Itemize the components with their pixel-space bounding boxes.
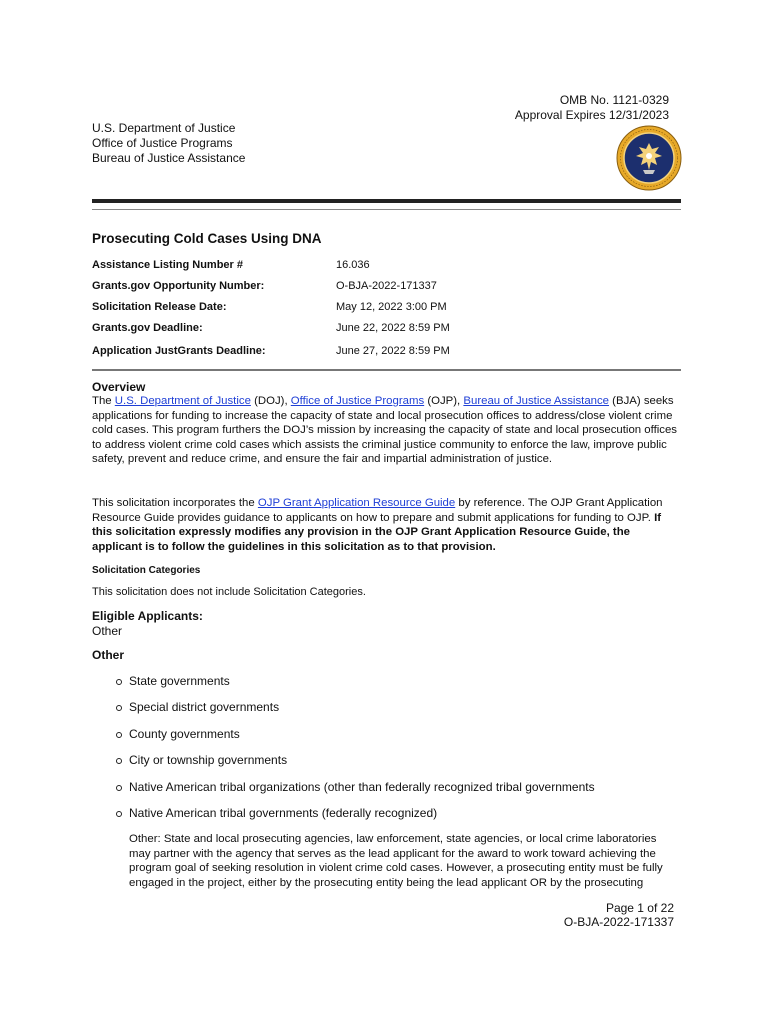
- approval-expires: Approval Expires 12/31/2023: [514, 108, 669, 122]
- release-date-value: May 12, 2022 3:00 PM: [336, 301, 447, 313]
- section-divider: [92, 369, 681, 371]
- bja-link[interactable]: Bureau of Justice Assistance: [463, 395, 610, 407]
- list-item: City or township governments: [110, 747, 595, 773]
- assistance-listing-value: 16.036: [336, 259, 370, 271]
- header-rule: [92, 199, 681, 203]
- header-rule-thin: [92, 209, 681, 210]
- solicitation-categories-text: This solicitation does not include Solicitation Categories.: [92, 586, 366, 598]
- assistance-listing-label: Assistance Listing Number #: [92, 259, 243, 271]
- doj-seal-icon: [616, 125, 682, 191]
- text-run: This solicitation incorporates the: [92, 497, 258, 509]
- overview-heading: Overview: [92, 380, 146, 394]
- agency-line-doj: U.S. Department of Justice: [92, 121, 236, 135]
- eligible-heading: Eligible Applicants:: [92, 609, 203, 623]
- agency-line-ojp: Office of Justice Programs: [92, 136, 233, 150]
- page-number: Page 1 of 22: [605, 901, 674, 915]
- grants-deadline-value: June 22, 2022 8:59 PM: [336, 322, 450, 334]
- agency-block: [92, 121, 245, 166]
- list-item: State governments: [110, 668, 595, 694]
- opportunity-number-value: O-BJA-2022-171337: [336, 280, 437, 292]
- doj-link[interactable]: U.S. Department of Justice: [114, 395, 251, 407]
- eligible-list: [110, 668, 595, 826]
- list-item: Native American tribal governments (federally recognized): [110, 800, 595, 826]
- ojp-link[interactable]: Office of Justice Programs: [290, 395, 425, 407]
- text-run: (OJP),: [424, 395, 464, 407]
- footer-opportunity-id: O-BJA-2022-171337: [563, 915, 674, 929]
- page-footer: [564, 901, 674, 929]
- omb-block: [515, 93, 669, 123]
- list-item: Native American tribal organizations (other than federally recognized tribal governments: [110, 774, 595, 800]
- table-row: [92, 345, 562, 361]
- text-run: by reference. The OJP Grant Application Resource Guide provides guidance to applicants on how to prepare and submit applications for funding to OJP.: [92, 497, 663, 524]
- eligible-applicants: [92, 609, 203, 639]
- grants-deadline-label: Grants.gov Deadline:: [92, 322, 203, 334]
- resource-guide-link[interactable]: OJP Grant Application Resource Guide: [257, 497, 456, 509]
- table-row: [92, 322, 562, 338]
- justgrants-deadline-value: June 27, 2022 8:59 PM: [336, 345, 450, 357]
- eligible-value: Other: [92, 624, 123, 638]
- page-title: Prosecuting Cold Cases Using DNA: [92, 231, 322, 246]
- agency-line-bja: Bureau of Justice Assistance: [92, 151, 246, 165]
- release-date-label: Solicitation Release Date:: [92, 301, 227, 313]
- text-run: The: [92, 395, 115, 407]
- justgrants-deadline-label: Application JustGrants Deadline:: [92, 345, 266, 357]
- table-row: [92, 280, 562, 296]
- guide-emphasis: If this solicitation expressly modifies any provision in the OJP Grant Application Resource Guide, the applicant is to follow the guidelines in this solicitation as to that provision.: [92, 511, 662, 553]
- text-run: (BJA) seeks applications for funding to increase the capacity of state and local prosecution offices to address/close violent crime cold cases. This program furthers the DOJ’s mission by increasing the capacity of state and local prosecution offices to address violent crime cold cases which assists the criminal justice community to enforce the law, improve public safety, prevent and reduce crime, and ensure the fair and impartial administration of justice.: [92, 395, 678, 466]
- solicitation-categories-heading: Solicitation Categories: [92, 565, 201, 576]
- omb-number: OMB No. 1121-0329: [559, 93, 669, 107]
- table-row: [92, 259, 562, 275]
- text-run: (DOJ),: [250, 395, 291, 407]
- guide-paragraph: [92, 496, 677, 554]
- opportunity-number-label: Grants.gov Opportunity Number:: [92, 280, 265, 292]
- list-item: County governments: [110, 721, 595, 747]
- list-item: Special district governments: [110, 694, 595, 720]
- table-row: [92, 301, 562, 317]
- overview-paragraph: [92, 394, 677, 467]
- other-paragraph: Other: State and local prosecuting agencies, law enforcement, state agencies, or local crime laboratories may partner with the agency that serves as the lead applicant for the award to work toward achieving the program goal of seeking resolution in violent crime cold cases. However, a prosecuting entity must be fully engaged in the project, either by the prosecuting entity being the lead applicant OR by the prosecuting: [129, 833, 663, 889]
- other-heading: Other: [92, 648, 125, 662]
